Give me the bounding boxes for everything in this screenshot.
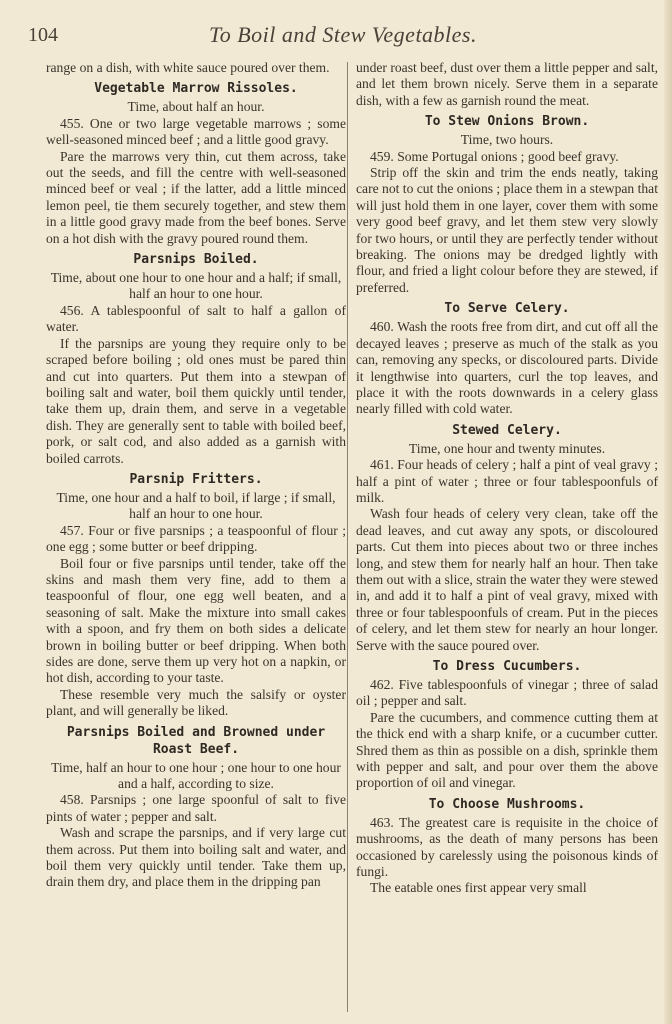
paragraph: 457. Four or five parsnips ; a teaspoonful of flour ; one egg ; some butter or beef dripping.	[46, 522, 346, 555]
section-heading: To Dress Cucumbers.	[432, 659, 582, 674]
paragraph: If the parsnips are young they require only to be scraped before boiling ; old ones must be pared thin and cut into quarters. Put them into a stewpan of boiling salt and water, boil them quickly until tender, take them up, drain them, and serve in a vegetable dish. They are generally sent to table with boiled beef, pork, or salt cod, and also added as a garnish with boiled carrots.	[46, 335, 346, 466]
paragraph: 458. Parsnips ; one large spoonful of salt to five pints of water ; pepper and salt.	[46, 792, 346, 824]
paragraph: 455. One or two large vegetable marrows ; some well-seasoned minced beef ; and a little good gravy.	[46, 115, 346, 148]
page-header	[28, 20, 658, 50]
paragraph: 456. A tablespoonful of salt to half a gallon of water.	[46, 302, 346, 335]
timing-line: Time, two hours.	[460, 132, 554, 148]
page-number: 104	[28, 24, 58, 46]
paragraph: 463. The greatest care is requisite in the choice of mushrooms, as the death of many persons has been occasioned by carelessly using the poisonous kinds of fungi.	[356, 814, 658, 880]
running-title: To Boil and Stew Vegetables.	[208, 22, 477, 47]
timing-line: Time, half an hour to one hour ; one hour to one hour and a half, according to size.	[51, 759, 341, 792]
section-heading: Vegetable Marrow Rissoles.	[94, 81, 298, 97]
paragraph: Wash four heads of celery very clean, take off the dead leaves, and cut away any spots, or discoloured parts. Cut them into pieces about two or three inches long, and stew them for nearly half an hour. Then take them out with a slice, strain the water they were stewed in, and add it to half a pint of veal gravy, mixed with three or four tablespoonfuls of cream. Put in the pieces of celery, and let them stew for nearly an hour longer. Serve with the sauce poured over.	[356, 506, 658, 653]
section-heading: Parsnips Boiled.	[133, 252, 259, 268]
right-column	[356, 60, 658, 897]
section-heading: To Stew Onions Brown.	[424, 114, 590, 130]
section-heading: To Serve Celery.	[444, 301, 570, 317]
paragraph: 460. Wash the roots free from dirt, and cut off all the decayed leaves ; preserve as much of the stalk as you can, removing any specks, or discoloured parts. Divide it lengthwise into quarters, curl the top leaves, and place it with the roots downwards in a celery glass nearly filled with cold water.	[356, 319, 658, 417]
column-divider	[347, 62, 348, 1012]
paragraph: Pare the marrows very thin, cut them across, take out the seeds, and fill the centre with well-seasoned minced beef or veal ; if the latter, add a little minced lemon peel, tie them securely together, and stew them in a little good gravy made from the beef bones. Serve on a hot dish with the gravy poured round them.	[46, 148, 346, 246]
paragraph: Pare the cucumbers, and commence cutting them at the thick end with a sharp knife, or a cucumber cutter. Shred them as thin as possible on a dish, sprinkle them with pepper and salt, and pour over them the above proportion of oil and vinegar.	[356, 709, 658, 791]
paragraph: These resemble very much the salsify or oyster plant, and will generally be liked.	[46, 686, 346, 719]
timing-line: Time, one hour and a half to boil, if large ; if small, half an hour to one hour.	[56, 489, 336, 522]
timing-line: Time, about one hour to one hour and a half; if small, half an hour to one hour.	[50, 270, 342, 302]
paragraph: under roast beef, dust over them a little pepper and salt, and let them brown nicely. Serve them in a separate dish, with a few as garnish round the meat.	[356, 60, 658, 108]
section-heading: Parsnips Boiled and Browned under Roast Beef.	[66, 724, 326, 757]
paragraph: Boil four or five parsnips until tender, take off the skins and mash them very fine, add to them a teaspoonful of flour, one egg well beaten, and a seasoning of salt. Make the mixture into small cakes with a spoon, and fry them on both sides a delicate brown in boiling butter or beef dripping. When both sides are done, serve them up very hot on a napkin, or hot dish, according to your taste.	[46, 555, 346, 686]
paragraph: 461. Four heads of celery ; half a pint of veal gravy ; half a pint of water ; three or four tablespoonfuls of milk.	[356, 457, 658, 505]
paragraph: range on a dish, with white sauce poured over them.	[46, 60, 330, 75]
timing-line: Time, one hour and twenty minutes.	[408, 440, 606, 456]
paragraph: The eatable ones first appear very small	[370, 880, 587, 896]
paragraph: 462. Five tablespoonfuls of vinegar ; three of salad oil ; pepper and salt.	[356, 677, 658, 709]
page-edge	[664, 0, 672, 1024]
paragraph: Strip off the skin and trim the ends neatly, taking care not to cut the onions ; place them in a stewpan that will just hold them in one layer, cover them with some very good beef gravy, and let them stew very slowly for two hours, or until they are perfectly tender without breaking. The onions may be dredged lightly with flour, and fried a light colour before they are stewed, if preferred.	[356, 165, 658, 295]
paragraph: 459. Some Portugal onions ; good beef gravy.	[370, 148, 619, 164]
section-heading: Parsnip Fritters.	[129, 471, 263, 487]
timing-line: Time, about half an hour.	[127, 99, 265, 115]
left-column	[46, 60, 346, 891]
paragraph: Wash and scrape the parsnips, and if very large cut them across. Put them into boiling salt and water, and boil them very quickly until tender. Take them up, drain them dry, and place them in the dripping pan	[46, 825, 346, 890]
section-heading: To Choose Mushrooms.	[428, 796, 586, 812]
section-heading: Stewed Celery.	[452, 422, 562, 438]
